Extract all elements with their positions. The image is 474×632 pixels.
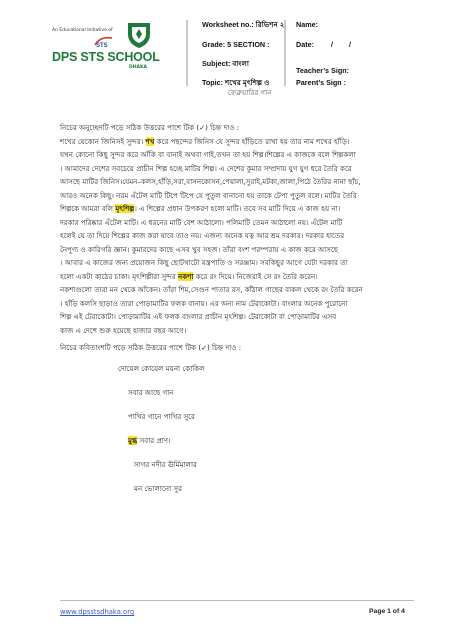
passage-text: শখের যেকোন জিনিসই সুন্দর। (60, 136, 146, 146)
poem-line: সবার আছে গান (128, 388, 174, 397)
passage-text: । এ শিল্পের প্রধান উপকরণ হলো মাটি। তবে সব মাটি দিয়ে এ কাজ হয় না। (134, 204, 341, 213)
passage-line: । হাঁড়ি কলসি ছাড়াও তারা পোড়ামাটির ফলক বানায়। এর অন্য নাম টেরাকোটা। বাংলার অনেক পুরোনো (60, 298, 348, 308)
svg-text:STS: STS (96, 43, 108, 49)
passage-text: শিল্পকে আমরা বলি (60, 204, 116, 213)
passage-line: শিল্প এই টেরাকোটা। পোড়ামাটির এই ফলক বাংলার প্রাচীন মৃৎশিল্প। টেরাকোটা বা পোড়ামাটির এসব (60, 312, 337, 321)
passage-line (60, 270, 318, 284)
school-logo (52, 20, 162, 78)
parent-sign-label: Parent’s Sign : (296, 78, 347, 87)
poem-text: সবার প্রাণ। (137, 436, 171, 445)
page-number: Page 1 of 4 (369, 608, 405, 615)
highlighted-word: মৃৎশিল্প (115, 204, 135, 213)
highlighted-word: নকশা (178, 271, 194, 281)
poem-line (128, 436, 171, 448)
poem-line: পাখির গানে পাখির সুরে (128, 412, 195, 421)
passage-line (60, 202, 340, 216)
website-link[interactable]: www.dpsstsdhaka.org (60, 608, 135, 616)
passage-line: । আবার এ কাজের জন্য প্রয়োজন কিছু ছোটখাটো যন্ত্রপাতি ও সরঞ্জাম। সবকিছুর আগে যেটা দরকার তা (60, 258, 348, 267)
header-divider (186, 20, 188, 86)
footer-divider (60, 600, 414, 601)
teacher-sign-label: Teacher’s Sign: (296, 66, 349, 75)
passage-line: হলেই যে তা দিয়ে শিল্পের কাজ করা যাবে তাও নয়। এজন্য অনেক যত্ন আর শ্রম দরকার। দরকার হাতের (60, 231, 345, 240)
passage-line: যখন কোনো কিছু সুন্দর করে আঁকি বা বানাই অথবা গাই,তখন তা হয় শিল্প।শিল্পের এ কাজকে বলে শিল্পকলা (60, 150, 356, 159)
passage-line: দরকার পরিষ্কার এঁটেল মাটি। এ ধরনের মাটি বেশ আঠালো। পলিমাটি তেমন আঠালো নয়। এঁটেল মাটি (60, 217, 343, 227)
highlighted-word: শখ (145, 136, 155, 146)
school-crest-icon (122, 20, 156, 50)
logo-tagline: An Educational Initiative of (52, 28, 113, 33)
date-slash: / (349, 40, 351, 49)
name-label: Name: (296, 20, 318, 29)
subject: Subject: বাংলা (202, 59, 249, 68)
passage-instruction: নিচের অনুচ্ছেদটি পড়ে সঠিক উত্তরের পাশে টিক (✓) চিহ্ন দাও : (60, 123, 240, 132)
sts-logo-icon (94, 35, 114, 49)
passage-text: করে রং দিয়ে। নিজেরাই সে রং তৈরি করেন। (193, 271, 318, 281)
passage-text: হলো একটা কাঠের চাকা। মৃৎশিল্পীরা সুন্দর (60, 271, 179, 281)
poem-line: মন ভোলানো সুর (134, 484, 182, 493)
highlighted-word: মুগ্ধ (128, 436, 138, 445)
worksheet-number: Worksheet no.: রিভিশন ২ (202, 20, 285, 29)
grade-section: Grade: 5 SECTION : (202, 40, 270, 49)
passage-line: আসছে মাটির জিনিস।যেমন–কলস,হাঁড়ি,সরা,বাসনকোসন,পেয়ালা,সুরাই,মটকা,জালা,পিঠে তৈরির নানা ছাঁচ, (60, 177, 361, 186)
passage-line: কাজ এ দেশে শুরু হয়েছে হাজার বছর আগে। (60, 325, 187, 335)
poem-line: সাগর নদীর ঊর্মিমালার (134, 460, 197, 469)
topic-line-2: ফেব্রুয়ারির গান (228, 88, 272, 97)
passage-line (60, 135, 349, 149)
passage-text: করে পছন্দের জিনিস যে সুন্দর হাঁড়িতে রাখা হয় তার নাম শখের হাঁড়ি। (154, 136, 350, 146)
poem-line: দোয়েল কোয়েল ময়না কোকিল (118, 364, 205, 373)
logo-school-name: DPS STS SCHOOL (52, 50, 160, 64)
poem-instruction: নিচের কবিতাংশটি পড়ে সঠিক উত্তরের পাশে টিক (✓) চিহ্ন দাও : (60, 343, 242, 352)
date-label: Date: (296, 40, 314, 49)
logo-city: DHAKA (129, 65, 147, 70)
passage-line: নকশাগুলো তারা মন থেকে আঁকেন। তাঁরা শিম,সেগুন পাতার রস, কাঁঠাল গাছের বাকল থেকে রং তৈরি করেন (60, 285, 363, 294)
date-slash: / (331, 40, 333, 49)
passage-line: । আমাদের দেশের সবচেয়ে প্রাচীন শিল্প হচ্ছে মাটির শিল্প। এ দেশের কুমার সম্প্রদায় যুগ যুগ ধরে তৈরি করে (60, 163, 352, 173)
topic-line-1: Topic: শখের মৃৎশিল্প ও (202, 78, 270, 87)
passage-line: আরও অনেক কিছু। নরম এঁটেল মাটি টিপে টিপে যে পুতুল বানানো হয় তাকে টেপা পুতুল বলে। মাটির তৈরি (60, 190, 357, 200)
passage-line: নৈপুণ্য ও কারিগরি জ্ঞান। কুমারদের কাছে এসব খুব সহজ। তাঁরা বংশ পরম্পরায় এ কাজ করে আসছে (60, 244, 339, 254)
